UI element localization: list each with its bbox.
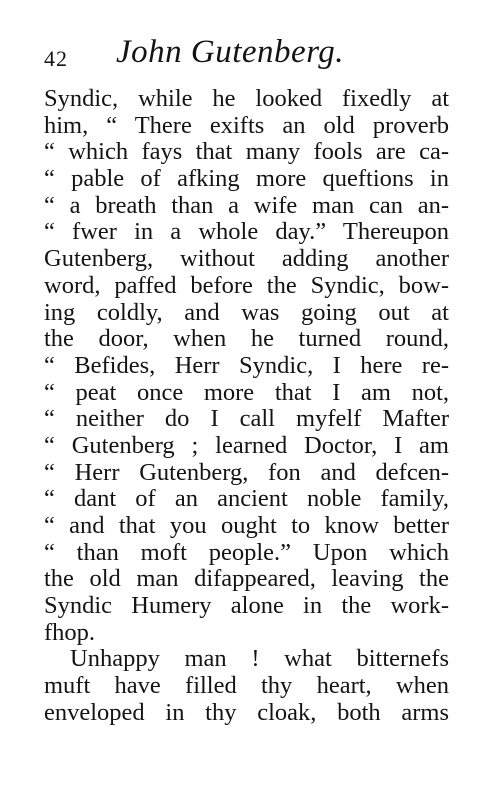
text-line: “ a breath than a wife man can an-: [44, 191, 449, 219]
text-line: word, paffed before the Syndic, bow-: [44, 271, 449, 299]
text-line: the old man difappeared, leaving the: [44, 565, 449, 593]
text-line: ing coldly, and was going out at: [44, 298, 449, 326]
text-line: “ neither do I call myfelf Mafter: [44, 405, 449, 433]
body-text: [44, 86, 449, 727]
text-line: Gutenberg, without adding another: [44, 245, 449, 273]
page-number: 42: [44, 46, 68, 71]
text-line: “ which fays that many fools are ca-: [44, 138, 449, 166]
text-line: “ Herr Gutenberg, fon and defcen-: [44, 458, 449, 486]
text-line: “ peat once more that I am not,: [44, 378, 449, 406]
text-line: “ and that you ought to know better: [44, 512, 449, 539]
text-line: Syndic, while he looked fixedly at: [44, 85, 449, 112]
text-line: him, “ There exifts an old proverb: [44, 111, 449, 139]
text-line: “ Befides, Herr Syndic, I here re-: [44, 351, 449, 379]
text-line: fhop.: [44, 618, 96, 646]
text-line: muft have filled thy heart, when: [44, 672, 449, 700]
text-line: enveloped in thy cloak, both arms: [44, 698, 449, 726]
text-line: “ than moft people.” Upon which: [44, 538, 449, 566]
text-line: “ pable of afking more queftions in: [44, 165, 449, 193]
text-line: the door, when he turned round,: [44, 325, 449, 353]
text-line: “ Gutenberg ; learned Doctor, I am: [44, 431, 449, 459]
running-title: John Gutenberg.: [116, 34, 345, 70]
text-line: “ dant of an ancient noble family,: [44, 485, 449, 513]
page-header: [44, 34, 454, 80]
text-line: “ fwer in a whole day.” Thereupon: [44, 218, 449, 246]
text-line: Syndic Humery alone in the work-: [44, 592, 449, 620]
text-line: Unhappy man ! what bitternefs: [70, 645, 449, 673]
